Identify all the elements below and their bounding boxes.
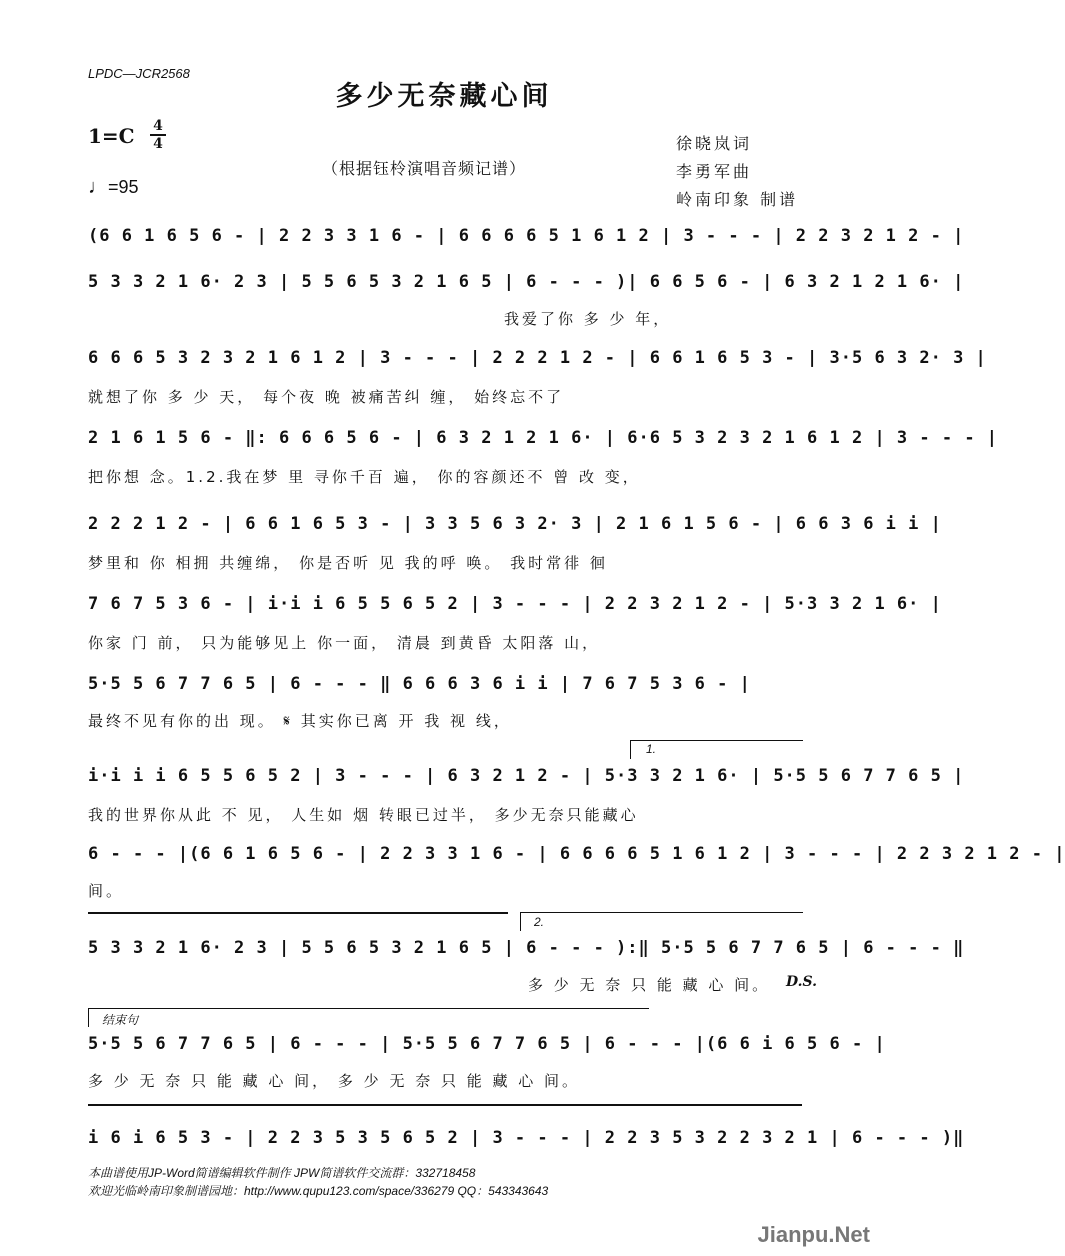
lyric-line-10: 多 少 无 奈 只 能 藏 心 间。 bbox=[528, 976, 771, 994]
footer-website: 欢迎光临岭南印象制谱园地：http://www.qupu123.com/space/336279 QQ：543343643 bbox=[88, 1184, 549, 1198]
lyric-line-7: 最终不见有你的出 现。 𝄋 其实你已离 开 我 视 线， bbox=[88, 712, 512, 730]
coda-label: 结束句 bbox=[102, 1013, 139, 1027]
staff-line-10: 5 3 3 2 1 6· 2 3 | 5 5 6 5 3 2 1 6 5 | 6 - - - ):‖ 5·5 5 6 7 7 6 5 | 6 - - - ‖ bbox=[88, 938, 965, 958]
lyric-line-6: 你家 门 前， 只为能够见上 你一面， 清晨 到黄昏 太阳落 山， bbox=[88, 634, 601, 652]
second-ending-bracket bbox=[520, 912, 803, 931]
tempo-value: =95 bbox=[108, 177, 139, 197]
song-title: 多少无奈藏心间 bbox=[335, 81, 553, 112]
staff-line-11: 5·5 5 6 7 7 6 5 | 6 - - - | 5·5 5 6 7 7 6 5 | 6 - - - |(6 6 i 6 5 6 - | bbox=[88, 1034, 886, 1054]
meter-bottom: 4 bbox=[153, 135, 163, 152]
lyric-line-2: 我爱了你 多 少 年， bbox=[504, 310, 672, 328]
arranger: 岭南印象 制谱 bbox=[676, 190, 799, 209]
score-code: LPDC—JCR2568 bbox=[88, 66, 190, 81]
time-signature bbox=[150, 118, 166, 152]
lyric-line-9: 间。 bbox=[88, 882, 125, 900]
meter-top: 4 bbox=[153, 118, 163, 134]
lyric-line-3: 就想了你 多 少 天， 每个夜 晚 被痛苦纠 缠， 始终忘不了 bbox=[88, 388, 565, 406]
lyric-line-5: 梦里和 你 相拥 共缠绵， 你是否听 见 我的呼 唤。 我时常徘 徊 bbox=[88, 554, 608, 572]
lyricist: 徐晓岚词 bbox=[676, 134, 753, 153]
key-signature: 1=C bbox=[88, 124, 135, 148]
tempo-marking bbox=[88, 176, 139, 199]
staff-line-3: 6 6 6 5 3 2 3 2 1 6 1 2 | 3 - - - | 2 2 2 1 2 - | 6 6 1 6 5 3 - | 3·5 6 3 2· 3 | bbox=[88, 348, 987, 368]
footer-software-credit: 本曲谱使用JP-Word简谱编辑软件制作 JPW简谱软件交流群：332718458 bbox=[88, 1166, 476, 1180]
second-ending-label: 2. bbox=[534, 915, 545, 929]
quarter-note-icon: ♩ bbox=[88, 176, 108, 198]
staff-line-8: i·i i i 6 5 5 6 5 2 | 3 - - - | 6 3 2 1 2 - | 5·3 3 2 1 6· | 5·5 5 6 7 7 6 5 | bbox=[88, 766, 965, 786]
watermark-logo: Jianpu.Net bbox=[757, 1222, 870, 1247]
staff-line-2: 5 3 3 2 1 6· 2 3 | 5 5 6 5 3 2 1 6 5 | 6 - - - )| 6 6 5 6 - | 6 3 2 1 2 1 6· | bbox=[88, 272, 965, 292]
staff-line-12: i 6 i 6 5 3 - | 2 2 3 5 3 5 6 5 2 | 3 - - - | 2 2 3 5 3 2 2 3 2 1 | 6 - - - )‖ bbox=[88, 1128, 965, 1148]
credits bbox=[676, 130, 798, 214]
staff-line-9: 6 - - - |(6 6 1 6 5 6 - | 2 2 3 3 1 6 - | 6 6 6 6 5 1 6 1 2 | 3 - - - | 2 2 3 2 1 2 - | bbox=[88, 844, 1065, 864]
staff-line-7: 5·5 5 6 7 7 6 5 | 6 - - - ‖ 6 6 6 3 6 i i | 7 6 7 5 3 6 - | bbox=[88, 674, 751, 694]
staff-line-1: (6 6 1 6 5 6 - | 2 2 3 3 1 6 - | 6 6 6 6 5 1 6 1 2 | 3 - - - | 2 2 3 2 1 2 - | bbox=[88, 226, 965, 246]
staff-line-6: 7 6 7 5 3 6 - | i·i i 6 5 5 6 5 2 | 3 - - - | 2 2 3 2 1 2 - | 5·3 3 2 1 6· | bbox=[88, 594, 942, 614]
span-rule-1 bbox=[88, 912, 508, 914]
first-ending-label: 1. bbox=[646, 742, 657, 756]
dal-segno-marking: D.S. bbox=[786, 974, 818, 990]
span-rule-2 bbox=[88, 1104, 802, 1106]
staff-line-5: 2 2 2 1 2 - | 6 6 1 6 5 3 - | 3 3 5 6 3 2· 3 | 2 1 6 1 5 6 - | 6 6 3 6 i i | bbox=[88, 514, 942, 534]
lyric-line-8: 我的世界你从此 不 见， 人生如 烟 转眼已过半， 多少无奈只能藏心 bbox=[88, 806, 639, 824]
lyric-line-4: 把你想 念。1.2.我在梦 里 寻你千百 遍， 你的容颜还不 曾 改 变， bbox=[88, 468, 641, 486]
lyric-line-11: 多 少 无 奈 只 能 藏 心 间， 多 少 无 奈 只 能 藏 心 间。 bbox=[88, 1072, 581, 1090]
coda-bracket bbox=[88, 1008, 649, 1027]
source-note: （根据钰柃演唱音频记谱） bbox=[322, 159, 527, 178]
composer: 李勇军曲 bbox=[676, 162, 753, 181]
staff-line-4: 2 1 6 1 5 6 - ‖: 6 6 6 5 6 - | 6 3 2 1 2 1 6· | 6·6 5 3 2 3 2 1 6 1 2 | 3 - - - | bbox=[88, 428, 999, 448]
